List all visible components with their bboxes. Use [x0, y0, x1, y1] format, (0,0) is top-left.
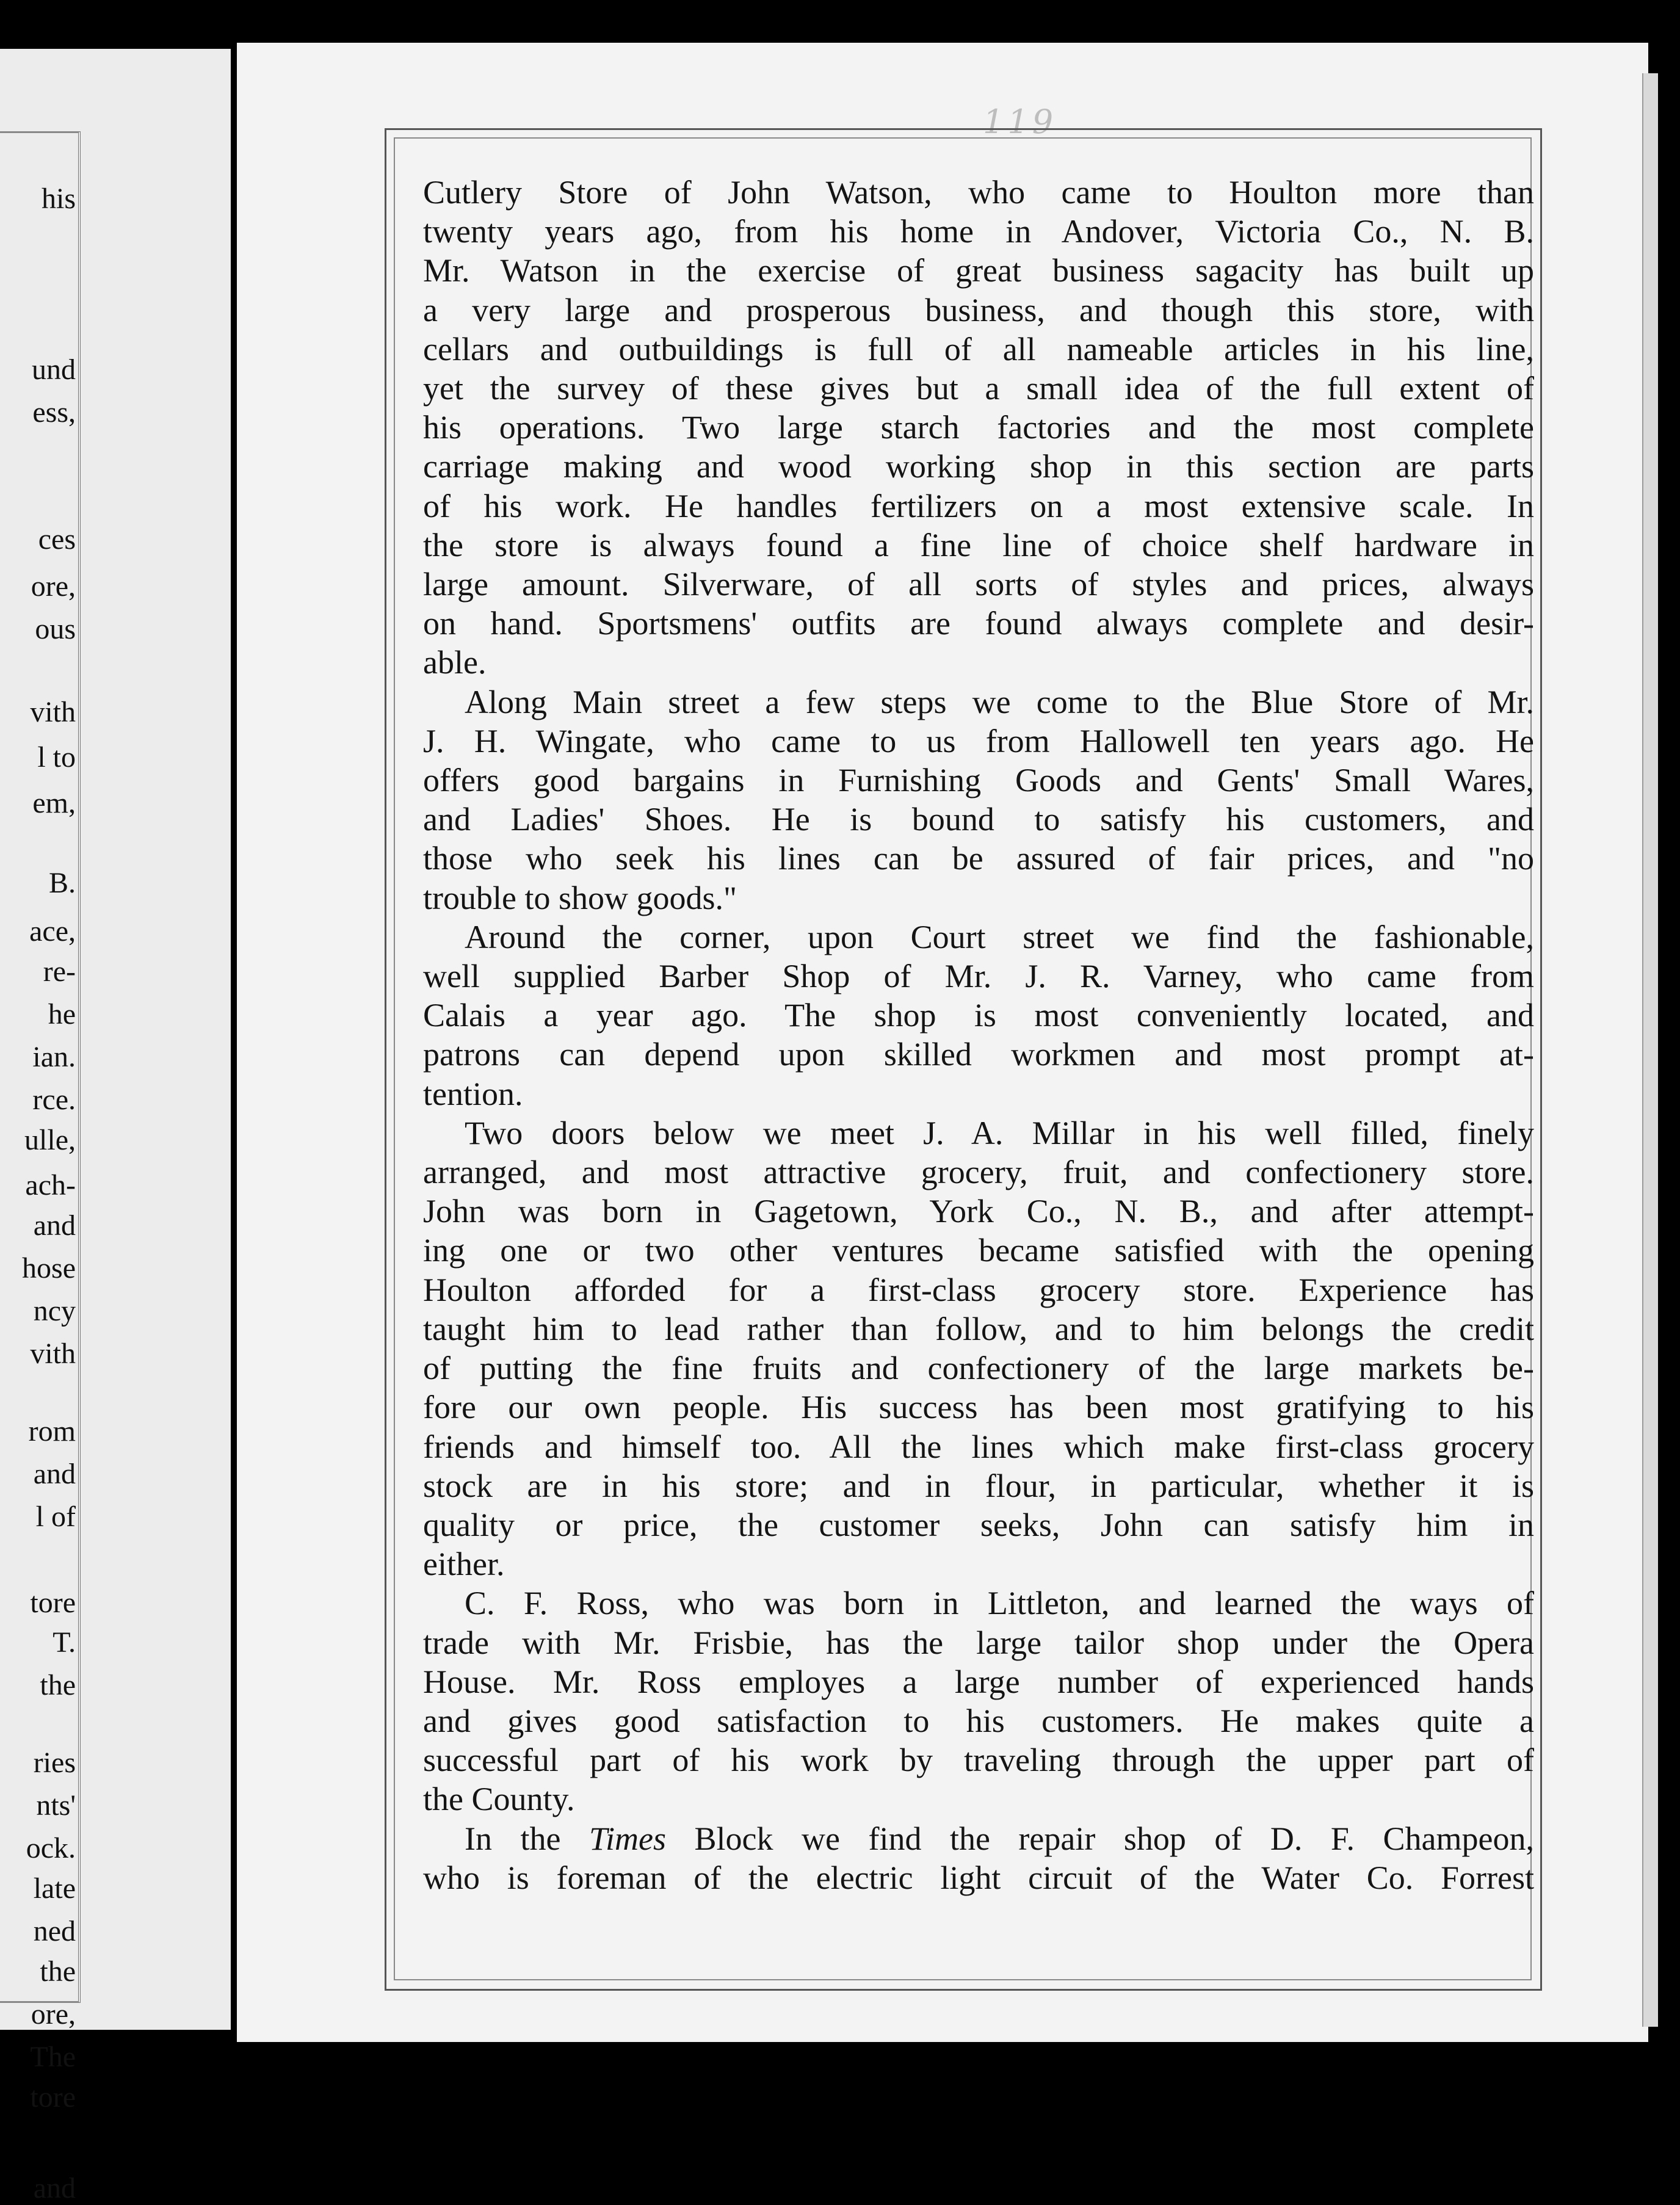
- facing-page-line: ulle,: [24, 1123, 76, 1156]
- facing-page-line: re-: [43, 955, 76, 988]
- facing-page-line: ian.: [32, 1040, 76, 1073]
- paragraph: [423, 1584, 1534, 1819]
- facing-page-line: tore: [30, 2080, 76, 2113]
- text-line: on hand. Sportsmens' outfits are found always complete and desir-: [423, 605, 1534, 642]
- text-line: either.: [423, 1546, 505, 1583]
- text-line: offers good bargains in Furnishing Goods and Gents' Small Wares,: [423, 762, 1534, 799]
- text-line: arranged, and most attractive grocery, fruit, and confectionery store.: [423, 1154, 1534, 1191]
- facing-page-line: ach-: [25, 1169, 76, 1202]
- facing-page-line: und: [32, 353, 76, 386]
- paragraph: [423, 1113, 1534, 1584]
- text-line: Along Main street a few steps we come to the Blue Store of Mr.: [465, 683, 1534, 720]
- paragraph: [423, 682, 1534, 918]
- text-line: John was born in Gagetown, York Co., N. B., and after attempt-: [423, 1193, 1534, 1230]
- facing-page-line: ore,: [31, 570, 76, 603]
- text-line: stock are in his store; and in flour, in particular, whether it is: [423, 1467, 1534, 1504]
- facing-page-line: ore,: [31, 1998, 76, 2031]
- facing-page-line: his: [41, 183, 76, 215]
- facing-page-line: T.: [52, 1626, 76, 1659]
- text-line: well supplied Barber Shop of Mr. J. R. Varney, who came from: [423, 958, 1534, 995]
- facing-page-line: the: [40, 1955, 76, 1988]
- text-line: the County.: [423, 1781, 575, 1818]
- facing-page-line: ned: [33, 1915, 76, 1948]
- page-number: 119: [983, 103, 1057, 141]
- facing-page-line: ces: [38, 523, 76, 556]
- text-line: and Ladies' Shoes. He is bound to satisfy his customers, and: [423, 801, 1534, 838]
- facing-page-line: tore: [30, 1586, 76, 1619]
- text-line: and gives good satisfaction to his customers. He makes quite a: [423, 1702, 1534, 1739]
- text-line: patrons can depend upon skilled workmen and most prompt at-: [423, 1036, 1534, 1073]
- text-line: C. F. Ross, who was born in Littleton, and learned the ways of: [465, 1585, 1534, 1622]
- facing-page-text: [0, 182, 78, 2204]
- facing-page-line: and: [33, 1458, 76, 1491]
- text-line: trade with Mr. Frisbie, has the large tailor shop under the Opera: [423, 1624, 1534, 1661]
- text-line: fore our own people. His success has been most gratifying to his: [423, 1389, 1534, 1426]
- text-line: friends and himself too. All the lines which make first-class grocery: [423, 1428, 1534, 1465]
- facing-page-line: nts': [36, 1789, 76, 1822]
- text-line: Cutlery Store of John Watson, who came to Houlton more than: [423, 174, 1534, 211]
- text-line: able.: [423, 644, 487, 681]
- facing-page-line: and: [33, 1209, 76, 1242]
- facing-page-line: B.: [48, 867, 76, 900]
- facing-page-line: rom: [28, 1415, 76, 1448]
- facing-page-line: ock.: [26, 1832, 76, 1865]
- text-line: Mr. Watson in the exercise of great business sagacity has built up: [423, 252, 1534, 289]
- facing-page-line: ous: [35, 613, 76, 646]
- text-line: J. H. Wingate, who came to us from Hallowell ten years ago. He: [423, 722, 1534, 759]
- facing-page-line: l to: [37, 741, 76, 774]
- text-line: large amount. Silverware, of all sorts of styles and prices, always: [423, 566, 1534, 603]
- text-line: Two doors below we meet J. A. Millar in his well filled, finely: [465, 1114, 1534, 1151]
- text-line: trouble to show goods.": [423, 879, 737, 916]
- facing-page-line: vith: [30, 1338, 76, 1370]
- facing-page-line: hose: [22, 1252, 76, 1284]
- text-line: quality or price, the customer seeks, John can satisfy him in: [423, 1506, 1534, 1543]
- text-line: Around the corner, upon Court street we find the fashionable,: [465, 918, 1534, 955]
- paragraph: [423, 918, 1534, 1113]
- facing-page-line: ess,: [32, 396, 76, 429]
- italic-word: Times: [588, 1820, 667, 1857]
- facing-page-line: and: [33, 2171, 76, 2204]
- text-line: twenty years ago, from his home in Andover, Victoria Co., N. B.: [423, 213, 1534, 250]
- text-line: taught him to lead rather than follow, and to him belongs the credit: [423, 1310, 1534, 1347]
- facing-page-line: ncy: [33, 1295, 76, 1328]
- text-line: In the Times Block we find the repair shop of D. F. Champeon,: [465, 1820, 1534, 1857]
- text-line: those who seek his lines can be assured of fair prices, and "no: [423, 840, 1534, 877]
- facing-page-line: the: [40, 1669, 76, 1702]
- text-line: successful part of his work by traveling through the upper part of: [423, 1742, 1534, 1779]
- text-line: of his work. He handles fertilizers on a most extensive scale. In: [423, 487, 1534, 524]
- text-line: yet the survey of these gives but a small idea of the full extent of: [423, 370, 1534, 407]
- text-line: his operations. Two large starch factories and the most complete: [423, 409, 1534, 446]
- text-line: cellars and outbuildings is full of all nameable articles in his line,: [423, 330, 1534, 368]
- text-line: of putting the fine fruits and confectionery of the large markets be-: [423, 1350, 1534, 1387]
- facing-page-line: ace,: [29, 915, 76, 948]
- text-line: Calais a year ago. The shop is most conveniently located, and: [423, 997, 1534, 1034]
- body-text: [423, 173, 1534, 1897]
- page-edge: [1642, 73, 1658, 2027]
- text-line: Houlton afforded for a first-class grocery store. Experience has: [423, 1271, 1534, 1308]
- paragraph: [423, 173, 1534, 682]
- facing-page-line: late: [33, 1872, 76, 1905]
- text-line: the store is always found a fine line of choice shelf hardware in: [423, 526, 1534, 563]
- facing-page-line: em,: [32, 786, 76, 819]
- facing-page-line: vith: [30, 695, 76, 728]
- paragraph: [423, 1819, 1534, 1897]
- facing-page-line: l of: [35, 1501, 76, 1533]
- facing-page-line: The: [30, 2041, 76, 2074]
- text-line: carriage making and wood working shop in this section are parts: [423, 448, 1534, 485]
- facing-page-line: rce.: [32, 1084, 76, 1117]
- text-line: a very large and prosperous business, and though this store, with: [423, 291, 1534, 328]
- text-line: who is foreman of the electric light circuit of the Water Co. Forrest: [423, 1859, 1534, 1896]
- text-line: tention.: [423, 1075, 523, 1112]
- facing-page-line: he: [48, 998, 76, 1030]
- facing-page-line: ries: [33, 1747, 76, 1780]
- text-line: ing one or two other ventures became satisfied with the opening: [423, 1232, 1534, 1269]
- text-line: House. Mr. Ross employes a large number of experienced hands: [423, 1663, 1534, 1700]
